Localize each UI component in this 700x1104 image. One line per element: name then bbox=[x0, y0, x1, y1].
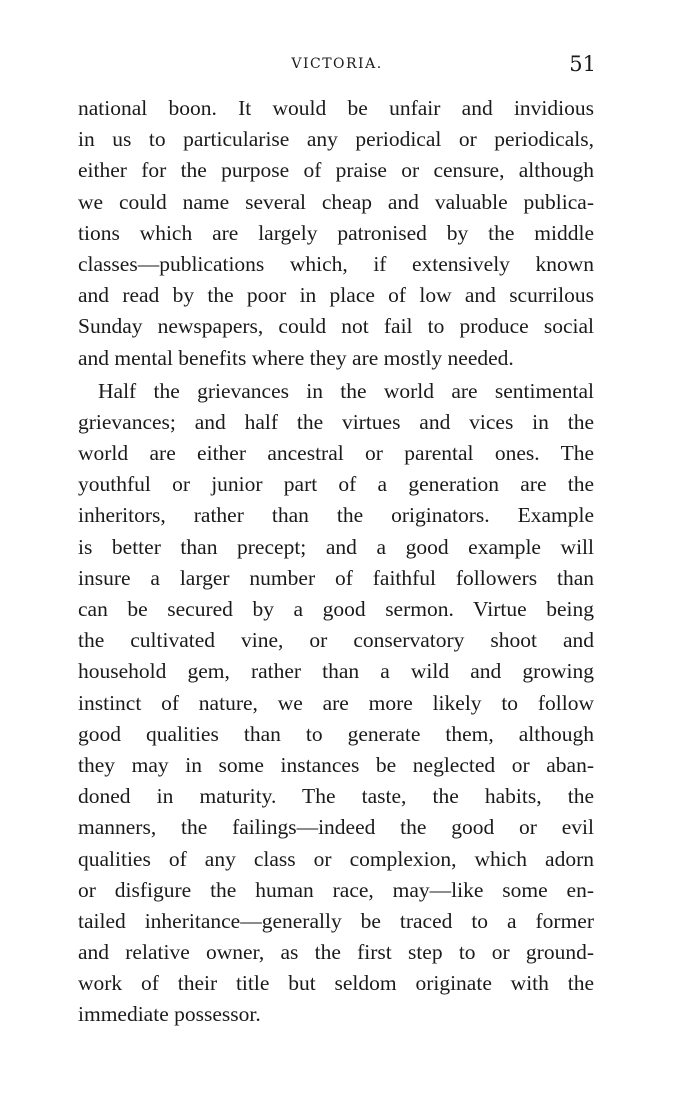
text-line: and mental benefits where they are mostly needed. bbox=[78, 345, 514, 370]
text-line: Half the grievances in the world are sentimental bbox=[98, 378, 594, 403]
text-line: classes—publications which, if extensively known bbox=[78, 251, 594, 276]
text-line: good qualities than to generate them, although bbox=[78, 721, 594, 746]
text-line: qualities of any class or complexion, which adorn bbox=[78, 846, 594, 871]
text-line: world are either ancestral or parental ones. The bbox=[78, 441, 594, 466]
text-line: and relative owner, as the first step to or ground- bbox=[78, 940, 594, 965]
page-header bbox=[78, 52, 596, 80]
text-line: is better than precept; and a good example will bbox=[78, 534, 594, 559]
page-number: 51 bbox=[569, 52, 596, 76]
running-title: VICTORIA. bbox=[291, 56, 383, 72]
text-line: youthful or junior part of a generation are the bbox=[78, 472, 594, 497]
text-line: they may in some instances be neglected or aban- bbox=[78, 752, 594, 777]
text-line: household gem, rather than a wild and growing bbox=[78, 659, 594, 684]
text-line: national boon. It would be unfair and invidious bbox=[78, 96, 594, 120]
text-line: Sunday newspapers, could not fail to produce social bbox=[78, 314, 594, 339]
text-line: doned in maturity. The taste, the habits, the bbox=[78, 784, 594, 809]
text-line: work of their title but seldom originate with the bbox=[78, 971, 594, 996]
text-line: we could name several cheap and valuable publica- bbox=[78, 189, 594, 214]
text-line: and read by the poor in place of low and scurrilous bbox=[78, 283, 594, 308]
body-text bbox=[78, 93, 594, 1031]
text-line: grievances; and half the virtues and vices in the bbox=[78, 409, 594, 434]
text-line: can be secured by a good sermon. Virtue being bbox=[78, 597, 594, 621]
paragraph-1 bbox=[78, 93, 594, 374]
text-line: in us to particularise any periodical or periodicals, bbox=[78, 127, 594, 152]
text-line: tailed inheritance—generally be traced to a former bbox=[78, 908, 594, 933]
paragraph-2 bbox=[78, 376, 594, 1031]
text-line: manners, the failings—indeed the good or evil bbox=[78, 815, 594, 840]
text-line: immediate possessor. bbox=[78, 1002, 261, 1027]
text-line: instinct of nature, we are more likely to follow bbox=[78, 690, 594, 715]
text-line: inheritors, rather than the originators. Example bbox=[78, 503, 594, 528]
text-line: or disfigure the human race, may—like some en- bbox=[78, 877, 594, 902]
text-line: either for the purpose of praise or censure, although bbox=[78, 158, 594, 183]
text-line: the cultivated vine, or conservatory shoot and bbox=[78, 628, 594, 653]
text-line: tions which are largely patronised by the middle bbox=[78, 220, 594, 245]
text-line: insure a larger number of faithful followers than bbox=[78, 565, 594, 590]
